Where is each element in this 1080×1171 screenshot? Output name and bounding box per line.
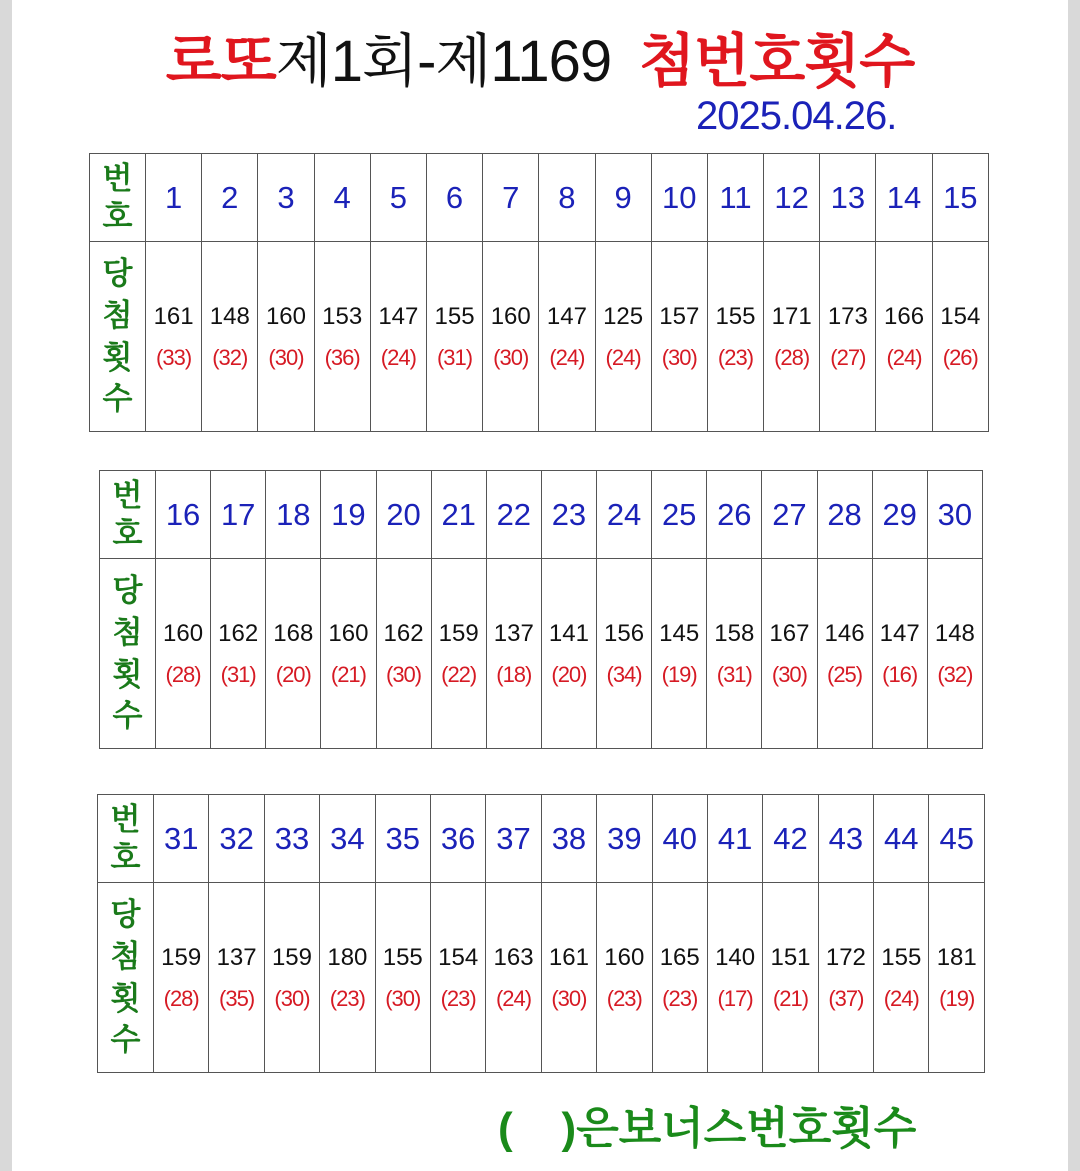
lotto-number-cell: 1 [146, 154, 202, 242]
bonus-count: (37) [828, 985, 864, 1011]
count-row-header: 당 첨 횟 수 [100, 559, 156, 749]
title-suffix: 첨번호횟수 [639, 29, 915, 94]
win-count-cell [597, 883, 652, 1073]
win-count: 140 [715, 943, 756, 971]
lotto-number-cell: 25 [652, 471, 707, 559]
win-count-cell [483, 242, 539, 432]
win-count-cell [154, 883, 209, 1073]
win-count: 141 [548, 619, 589, 647]
bonus-count: (23) [662, 985, 698, 1011]
lotto-number-cell: 8 [539, 154, 595, 242]
number-row-header: 번 호 [90, 154, 146, 242]
bonus-count: (36) [324, 344, 360, 370]
bonus-count: (20) [275, 661, 311, 687]
bonus-count: (23) [606, 985, 642, 1011]
win-count: 155 [881, 943, 922, 971]
bonus-count: (18) [496, 661, 532, 687]
win-count: 137 [216, 943, 257, 971]
win-count: 148 [934, 619, 975, 647]
page-title [0, 14, 1080, 98]
win-count: 172 [825, 943, 866, 971]
win-count: 162 [218, 619, 259, 647]
bonus-count: (24) [605, 344, 641, 370]
bonus-count: (19) [661, 661, 697, 687]
bonus-count: (21) [772, 985, 809, 1011]
lotto-number-cell: 26 [707, 471, 762, 559]
bonus-count: (24) [549, 344, 585, 370]
bonus-count: (26) [942, 344, 978, 370]
lotto-number-cell: 12 [764, 154, 820, 242]
win-count: 137 [493, 619, 534, 647]
bonus-count: (32) [937, 661, 973, 687]
number-row-header: 번 호 [98, 795, 154, 883]
win-count-cell [707, 559, 762, 749]
win-count-cell [370, 242, 426, 432]
bonus-count: (16) [882, 661, 918, 687]
win-count: 146 [824, 619, 865, 647]
win-count-cell [872, 559, 927, 749]
bonus-legend: ( )은보너스번호횟수 [498, 1104, 917, 1153]
bonus-count: (30) [551, 985, 587, 1011]
lotto-number-cell: 34 [320, 795, 375, 883]
bonus-count: (34) [606, 661, 642, 687]
win-count: 159 [161, 943, 202, 971]
lotto-number-cell: 31 [154, 795, 209, 883]
win-count-cell [314, 242, 370, 432]
win-count-cell [156, 559, 211, 749]
lotto-number-cell: 16 [156, 471, 211, 559]
win-count-cell [595, 242, 651, 432]
bonus-count: (28) [165, 661, 201, 687]
lotto-number-cell: 21 [431, 471, 486, 559]
lotto-number-cell: 40 [652, 795, 707, 883]
win-count: 160 [490, 302, 531, 330]
win-count-cell [376, 559, 431, 749]
lotto-number-cell: 41 [707, 795, 762, 883]
lotto-number-cell: 6 [426, 154, 482, 242]
win-count-cell [146, 242, 202, 432]
bonus-count: (23) [440, 985, 476, 1011]
win-count-cell [486, 883, 541, 1073]
win-count-cell [211, 559, 266, 749]
bonus-count: (35) [219, 985, 255, 1011]
win-count-cell [874, 883, 929, 1073]
win-count: 155 [434, 302, 475, 330]
win-count-cell [818, 883, 873, 1073]
bonus-count: (30) [386, 661, 422, 687]
bonus-count: (32) [212, 344, 248, 370]
lotto-number-cell: 27 [762, 471, 817, 559]
bonus-count: (23) [717, 344, 754, 370]
win-count-cell [486, 559, 541, 749]
bonus-count: (31) [436, 344, 473, 370]
win-count: 165 [659, 943, 700, 971]
win-count: 147 [546, 302, 587, 330]
bonus-count: (33) [156, 344, 192, 370]
bonus-count: (30) [385, 985, 421, 1011]
table-numbers-16-30 [99, 470, 983, 749]
table-numbers-1-15 [89, 153, 989, 432]
win-count-cell [202, 242, 258, 432]
lotto-number-cell: 4 [314, 154, 370, 242]
bonus-count: (25) [827, 661, 863, 687]
win-count: 160 [604, 943, 645, 971]
win-count-cell [927, 559, 982, 749]
win-count: 154 [940, 302, 981, 330]
number-row-header: 번 호 [100, 471, 156, 559]
win-count: 154 [438, 943, 479, 971]
win-count-cell [539, 242, 595, 432]
lotto-number-cell: 36 [430, 795, 485, 883]
lotto-number-cell: 20 [376, 471, 431, 559]
win-count-cell [651, 242, 707, 432]
win-count-cell [652, 559, 707, 749]
win-count: 155 [715, 302, 756, 330]
lotto-number-cell: 39 [597, 795, 652, 883]
bonus-count: (24) [883, 985, 919, 1011]
win-count-cell [762, 559, 817, 749]
lotto-number-cell: 2 [202, 154, 258, 242]
lotto-number-cell: 44 [874, 795, 929, 883]
win-count: 173 [827, 302, 868, 330]
bonus-count: (27) [830, 344, 866, 370]
win-count: 161 [153, 302, 194, 330]
bonus-count: (24) [495, 985, 532, 1011]
win-count: 167 [769, 619, 810, 647]
bonus-count: (19) [939, 985, 975, 1011]
bonus-count: (31) [716, 661, 752, 687]
bonus-count: (30) [268, 344, 304, 370]
win-count: 145 [659, 619, 700, 647]
bonus-count: (23) [329, 985, 365, 1011]
win-count: 155 [382, 943, 423, 971]
win-count-cell [375, 883, 430, 1073]
lotto-number-cell: 42 [763, 795, 818, 883]
bonus-count: (28) [163, 985, 199, 1011]
win-count: 171 [771, 302, 812, 330]
bonus-count: (20) [551, 661, 587, 687]
lotto-number-cell: 19 [321, 471, 376, 559]
win-count: 159 [438, 619, 479, 647]
title-lotto: 로또 [165, 29, 276, 94]
win-count-cell [820, 242, 876, 432]
lotto-number-cell: 32 [209, 795, 264, 883]
win-count: 148 [209, 302, 250, 330]
lotto-number-cell: 7 [483, 154, 539, 242]
bonus-count: (30) [493, 344, 529, 370]
win-count: 160 [328, 619, 369, 647]
win-count-cell [426, 242, 482, 432]
win-count-cell [321, 559, 376, 749]
lotto-number-cell: 3 [258, 154, 314, 242]
lotto-number-cell: 33 [264, 795, 319, 883]
lotto-number-cell: 14 [876, 154, 932, 242]
lotto-number-cell: 38 [541, 795, 596, 883]
win-count-cell [707, 242, 763, 432]
win-count-cell [929, 883, 985, 1073]
win-count: 160 [163, 619, 204, 647]
lotto-number-cell: 24 [597, 471, 652, 559]
win-count-cell [817, 559, 872, 749]
bonus-count: (24) [380, 344, 416, 370]
bonus-count: (30) [274, 985, 310, 1011]
win-count: 147 [378, 302, 419, 330]
bonus-count: (24) [886, 344, 922, 370]
win-count: 162 [383, 619, 424, 647]
win-count-cell [707, 883, 762, 1073]
win-count: 163 [493, 943, 534, 971]
lotto-number-cell: 11 [707, 154, 763, 242]
lotto-number-cell: 43 [818, 795, 873, 883]
win-count: 180 [327, 943, 368, 971]
lotto-number-cell: 13 [820, 154, 876, 242]
win-count: 151 [770, 943, 811, 971]
lotto-number-cell: 17 [211, 471, 266, 559]
win-count-cell [430, 883, 485, 1073]
lotto-number-cell: 30 [927, 471, 982, 559]
win-count: 160 [265, 302, 306, 330]
win-count-cell [763, 883, 818, 1073]
win-count-cell [258, 242, 314, 432]
bonus-count: (30) [771, 661, 807, 687]
win-count-cell [266, 559, 321, 749]
table-numbers-31-45 [97, 794, 985, 1073]
bonus-count: (21) [330, 661, 366, 687]
win-count: 159 [271, 943, 312, 971]
win-count: 166 [884, 302, 925, 330]
win-count-cell [597, 559, 652, 749]
win-count-cell [320, 883, 375, 1073]
lotto-number-cell: 22 [486, 471, 541, 559]
win-count: 125 [603, 302, 644, 330]
win-count: 161 [548, 943, 589, 971]
lotto-number-cell: 18 [266, 471, 321, 559]
lotto-number-cell: 37 [486, 795, 541, 883]
bonus-count: (22) [441, 661, 477, 687]
bonus-count: (28) [774, 344, 810, 370]
win-count-cell [431, 559, 486, 749]
lotto-number-cell: 45 [929, 795, 985, 883]
win-count-cell [932, 242, 988, 432]
lotto-number-cell: 5 [370, 154, 426, 242]
win-count: 181 [936, 943, 977, 971]
lotto-number-cell: 9 [595, 154, 651, 242]
win-count-cell [209, 883, 264, 1073]
count-row-header: 당 첨 횟 수 [90, 242, 146, 432]
lotto-number-cell: 35 [375, 795, 430, 883]
lotto-number-cell: 28 [817, 471, 872, 559]
win-count: 157 [659, 302, 700, 330]
lotto-number-cell: 29 [872, 471, 927, 559]
bonus-count: (17) [717, 985, 753, 1011]
count-row-header: 당 첨 횟 수 [98, 883, 154, 1073]
lotto-number-cell: 15 [932, 154, 988, 242]
win-count-cell [541, 883, 596, 1073]
win-count: 168 [273, 619, 314, 647]
win-count-cell [764, 242, 820, 432]
win-count-cell [541, 559, 596, 749]
win-count: 147 [879, 619, 920, 647]
bonus-count: (31) [220, 661, 256, 687]
win-count: 158 [714, 619, 755, 647]
win-count-cell [652, 883, 707, 1073]
bonus-count: (30) [661, 344, 697, 370]
date-label: 2025.04.26. [696, 94, 897, 138]
win-count: 156 [604, 619, 645, 647]
lotto-number-cell: 10 [651, 154, 707, 242]
title-range: 제1회-제1169 [275, 29, 612, 94]
lotto-number-cell: 23 [541, 471, 596, 559]
win-count: 153 [322, 302, 363, 330]
win-count-cell [264, 883, 319, 1073]
win-count-cell [876, 242, 932, 432]
